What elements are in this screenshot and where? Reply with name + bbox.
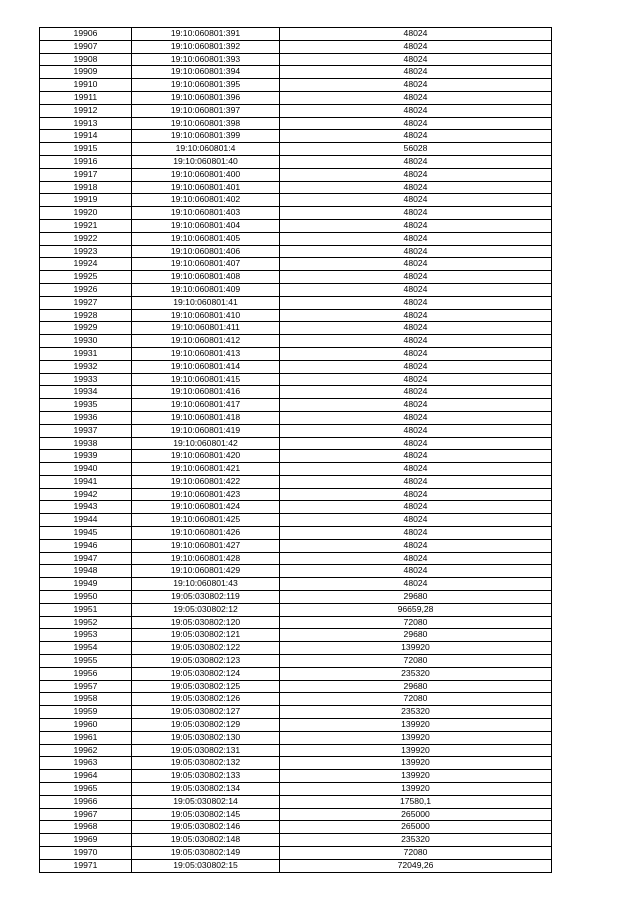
value-cell: 139920: [280, 757, 552, 770]
row-number-cell: 19962: [40, 744, 132, 757]
cadastral-number-cell: 19:05:030802:130: [132, 731, 280, 744]
cadastral-number-cell: 19:10:060801:400: [132, 168, 280, 181]
value-cell: 29680: [280, 629, 552, 642]
value-cell: 72049,26: [280, 859, 552, 872]
table-row: [40, 104, 552, 117]
table-row: [40, 79, 552, 92]
row-number-cell: 19911: [40, 91, 132, 104]
row-number-cell: 19942: [40, 488, 132, 501]
cadastral-number-cell: 19:05:030802:122: [132, 642, 280, 655]
row-number-cell: 19971: [40, 859, 132, 872]
table-row: [40, 194, 552, 207]
row-number-cell: 19954: [40, 642, 132, 655]
row-number-cell: 19947: [40, 552, 132, 565]
cadastral-number-cell: 19:05:030802:129: [132, 719, 280, 732]
cadastral-number-cell: 19:10:060801:414: [132, 360, 280, 373]
table-row: [40, 168, 552, 181]
row-number-cell: 19915: [40, 143, 132, 156]
row-number-cell: 19961: [40, 731, 132, 744]
table-row: [40, 514, 552, 527]
row-number-cell: 19930: [40, 335, 132, 348]
row-number-cell: 19914: [40, 130, 132, 143]
value-cell: 48024: [280, 475, 552, 488]
table-row: [40, 539, 552, 552]
row-number-cell: 19952: [40, 616, 132, 629]
table-row: [40, 258, 552, 271]
row-number-cell: 19916: [40, 155, 132, 168]
table-row: [40, 834, 552, 847]
value-cell: 48024: [280, 347, 552, 360]
cadastral-number-cell: 19:10:060801:397: [132, 104, 280, 117]
value-cell: 235320: [280, 667, 552, 680]
row-number-cell: 19934: [40, 386, 132, 399]
table-row: [40, 475, 552, 488]
value-cell: 96659,28: [280, 603, 552, 616]
row-number-cell: 19908: [40, 53, 132, 66]
table-row: [40, 527, 552, 540]
cadastral-number-cell: 19:05:030802:133: [132, 770, 280, 783]
row-number-cell: 19951: [40, 603, 132, 616]
table-row: [40, 821, 552, 834]
value-cell: 48024: [280, 53, 552, 66]
cadastral-number-cell: 19:05:030802:14: [132, 795, 280, 808]
value-cell: 72080: [280, 693, 552, 706]
table-row: [40, 565, 552, 578]
table-row: [40, 693, 552, 706]
value-cell: 48024: [280, 399, 552, 412]
value-cell: 265000: [280, 821, 552, 834]
row-number-cell: 19950: [40, 591, 132, 604]
value-cell: 48024: [280, 386, 552, 399]
table-row: [40, 591, 552, 604]
row-number-cell: 19906: [40, 28, 132, 41]
row-number-cell: 19943: [40, 501, 132, 514]
value-cell: 48024: [280, 91, 552, 104]
cadastral-number-cell: 19:05:030802:125: [132, 680, 280, 693]
table-row: [40, 28, 552, 41]
value-cell: 48024: [280, 130, 552, 143]
row-number-cell: 19929: [40, 322, 132, 335]
cadastral-number-cell: 19:10:060801:417: [132, 399, 280, 412]
row-number-cell: 19920: [40, 207, 132, 220]
row-number-cell: 19909: [40, 66, 132, 79]
table-row: [40, 411, 552, 424]
cadastral-number-cell: 19:10:060801:4: [132, 143, 280, 156]
value-cell: 29680: [280, 591, 552, 604]
table-row: [40, 130, 552, 143]
value-cell: 48024: [280, 565, 552, 578]
value-cell: 48024: [280, 309, 552, 322]
row-number-cell: 19938: [40, 437, 132, 450]
cadastral-number-cell: 19:10:060801:425: [132, 514, 280, 527]
cadastral-number-cell: 19:10:060801:421: [132, 463, 280, 476]
value-cell: 139920: [280, 744, 552, 757]
value-cell: 72080: [280, 616, 552, 629]
table-row: [40, 207, 552, 220]
cadastral-number-cell: 19:10:060801:408: [132, 271, 280, 284]
cadastral-number-cell: 19:05:030802:146: [132, 821, 280, 834]
cadastral-number-cell: 19:05:030802:12: [132, 603, 280, 616]
cadastral-number-cell: 19:10:060801:422: [132, 475, 280, 488]
row-number-cell: 19959: [40, 706, 132, 719]
cadastral-number-cell: 19:10:060801:426: [132, 527, 280, 540]
value-cell: 48024: [280, 104, 552, 117]
row-number-cell: 19957: [40, 680, 132, 693]
cadastral-number-cell: 19:10:060801:396: [132, 91, 280, 104]
table-row: [40, 347, 552, 360]
row-number-cell: 19921: [40, 219, 132, 232]
value-cell: 48024: [280, 168, 552, 181]
registry-table-body: [40, 28, 552, 873]
value-cell: 48024: [280, 155, 552, 168]
row-number-cell: 19925: [40, 271, 132, 284]
row-number-cell: 19913: [40, 117, 132, 130]
table-row: [40, 770, 552, 783]
value-cell: 48024: [280, 296, 552, 309]
value-cell: 48024: [280, 501, 552, 514]
table-row: [40, 731, 552, 744]
cadastral-number-cell: 19:10:060801:40: [132, 155, 280, 168]
cadastral-number-cell: 19:10:060801:392: [132, 40, 280, 53]
cadastral-number-cell: 19:10:060801:427: [132, 539, 280, 552]
value-cell: 48024: [280, 283, 552, 296]
row-number-cell: 19919: [40, 194, 132, 207]
table-row: [40, 245, 552, 258]
registry-table: [39, 27, 552, 873]
value-cell: 48024: [280, 578, 552, 591]
row-number-cell: 19935: [40, 399, 132, 412]
cadastral-number-cell: 19:05:030802:145: [132, 808, 280, 821]
cadastral-number-cell: 19:10:060801:43: [132, 578, 280, 591]
table-row: [40, 488, 552, 501]
cadastral-number-cell: 19:05:030802:131: [132, 744, 280, 757]
table-row: [40, 667, 552, 680]
value-cell: 48024: [280, 527, 552, 540]
registry-sheet: [39, 27, 552, 873]
cadastral-number-cell: 19:05:030802:148: [132, 834, 280, 847]
row-number-cell: 19949: [40, 578, 132, 591]
table-row: [40, 629, 552, 642]
value-cell: 48024: [280, 360, 552, 373]
cadastral-number-cell: 19:10:060801:393: [132, 53, 280, 66]
table-row: [40, 808, 552, 821]
value-cell: 48024: [280, 79, 552, 92]
row-number-cell: 19918: [40, 181, 132, 194]
table-row: [40, 706, 552, 719]
table-row: [40, 603, 552, 616]
cadastral-number-cell: 19:05:030802:134: [132, 783, 280, 796]
row-number-cell: 19970: [40, 847, 132, 860]
row-number-cell: 19969: [40, 834, 132, 847]
row-number-cell: 19907: [40, 40, 132, 53]
cadastral-number-cell: 19:10:060801:416: [132, 386, 280, 399]
table-row: [40, 155, 552, 168]
row-number-cell: 19946: [40, 539, 132, 552]
value-cell: 48024: [280, 219, 552, 232]
row-number-cell: 19963: [40, 757, 132, 770]
table-row: [40, 219, 552, 232]
row-number-cell: 19967: [40, 808, 132, 821]
table-row: [40, 655, 552, 668]
table-row: [40, 322, 552, 335]
row-number-cell: 19936: [40, 411, 132, 424]
table-row: [40, 616, 552, 629]
cadastral-number-cell: 19:05:030802:121: [132, 629, 280, 642]
row-number-cell: 19964: [40, 770, 132, 783]
cadastral-number-cell: 19:10:060801:428: [132, 552, 280, 565]
cadastral-number-cell: 19:10:060801:391: [132, 28, 280, 41]
cadastral-number-cell: 19:10:060801:419: [132, 424, 280, 437]
value-cell: 56028: [280, 143, 552, 156]
row-number-cell: 19960: [40, 719, 132, 732]
table-row: [40, 642, 552, 655]
row-number-cell: 19923: [40, 245, 132, 258]
table-row: [40, 309, 552, 322]
table-row: [40, 783, 552, 796]
cadastral-number-cell: 19:05:030802:123: [132, 655, 280, 668]
cadastral-number-cell: 19:10:060801:415: [132, 373, 280, 386]
row-number-cell: 19931: [40, 347, 132, 360]
row-number-cell: 19939: [40, 450, 132, 463]
cadastral-number-cell: 19:10:060801:412: [132, 335, 280, 348]
cadastral-number-cell: 19:10:060801:418: [132, 411, 280, 424]
value-cell: 48024: [280, 232, 552, 245]
cadastral-number-cell: 19:05:030802:124: [132, 667, 280, 680]
cadastral-number-cell: 19:10:060801:406: [132, 245, 280, 258]
row-number-cell: 19912: [40, 104, 132, 117]
cadastral-number-cell: 19:10:060801:404: [132, 219, 280, 232]
value-cell: 48024: [280, 245, 552, 258]
table-row: [40, 181, 552, 194]
cadastral-number-cell: 19:10:060801:42: [132, 437, 280, 450]
value-cell: 48024: [280, 437, 552, 450]
value-cell: 235320: [280, 834, 552, 847]
cadastral-number-cell: 19:10:060801:395: [132, 79, 280, 92]
value-cell: 48024: [280, 258, 552, 271]
value-cell: 139920: [280, 783, 552, 796]
row-number-cell: 19940: [40, 463, 132, 476]
cadastral-number-cell: 19:05:030802:149: [132, 847, 280, 860]
value-cell: 48024: [280, 40, 552, 53]
table-row: [40, 373, 552, 386]
value-cell: 48024: [280, 424, 552, 437]
cadastral-number-cell: 19:05:030802:119: [132, 591, 280, 604]
cadastral-number-cell: 19:10:060801:413: [132, 347, 280, 360]
row-number-cell: 19941: [40, 475, 132, 488]
table-row: [40, 117, 552, 130]
row-number-cell: 19917: [40, 168, 132, 181]
cadastral-number-cell: 19:10:060801:405: [132, 232, 280, 245]
table-row: [40, 271, 552, 284]
value-cell: 48024: [280, 514, 552, 527]
row-number-cell: 19937: [40, 424, 132, 437]
row-number-cell: 19968: [40, 821, 132, 834]
cadastral-number-cell: 19:05:030802:126: [132, 693, 280, 706]
table-row: [40, 552, 552, 565]
value-cell: 48024: [280, 373, 552, 386]
row-number-cell: 19958: [40, 693, 132, 706]
table-row: [40, 232, 552, 245]
table-row: [40, 143, 552, 156]
value-cell: 48024: [280, 322, 552, 335]
row-number-cell: 19933: [40, 373, 132, 386]
table-row: [40, 437, 552, 450]
cadastral-number-cell: 19:10:060801:407: [132, 258, 280, 271]
cadastral-number-cell: 19:10:060801:401: [132, 181, 280, 194]
row-number-cell: 19910: [40, 79, 132, 92]
value-cell: 139920: [280, 770, 552, 783]
row-number-cell: 19926: [40, 283, 132, 296]
value-cell: 48024: [280, 181, 552, 194]
row-number-cell: 19944: [40, 514, 132, 527]
cadastral-number-cell: 19:10:060801:429: [132, 565, 280, 578]
value-cell: 48024: [280, 207, 552, 220]
value-cell: 48024: [280, 539, 552, 552]
cadastral-number-cell: 19:10:060801:410: [132, 309, 280, 322]
table-row: [40, 386, 552, 399]
row-number-cell: 19956: [40, 667, 132, 680]
value-cell: 235320: [280, 706, 552, 719]
table-row: [40, 744, 552, 757]
row-number-cell: 19924: [40, 258, 132, 271]
row-number-cell: 19955: [40, 655, 132, 668]
cadastral-number-cell: 19:10:060801:399: [132, 130, 280, 143]
table-row: [40, 53, 552, 66]
row-number-cell: 19948: [40, 565, 132, 578]
table-row: [40, 795, 552, 808]
table-row: [40, 719, 552, 732]
row-number-cell: 19922: [40, 232, 132, 245]
value-cell: 17580,1: [280, 795, 552, 808]
cadastral-number-cell: 19:05:030802:15: [132, 859, 280, 872]
table-row: [40, 847, 552, 860]
row-number-cell: 19932: [40, 360, 132, 373]
table-row: [40, 399, 552, 412]
value-cell: 48024: [280, 194, 552, 207]
table-row: [40, 335, 552, 348]
value-cell: 48024: [280, 335, 552, 348]
table-row: [40, 360, 552, 373]
table-row: [40, 501, 552, 514]
table-row: [40, 424, 552, 437]
value-cell: 48024: [280, 488, 552, 501]
value-cell: 29680: [280, 680, 552, 693]
cadastral-number-cell: 19:10:060801:420: [132, 450, 280, 463]
value-cell: 48024: [280, 28, 552, 41]
value-cell: 72080: [280, 655, 552, 668]
cadastral-number-cell: 19:10:060801:403: [132, 207, 280, 220]
value-cell: 48024: [280, 117, 552, 130]
cadastral-number-cell: 19:10:060801:398: [132, 117, 280, 130]
row-number-cell: 19965: [40, 783, 132, 796]
cadastral-number-cell: 19:05:030802:132: [132, 757, 280, 770]
cadastral-number-cell: 19:10:060801:409: [132, 283, 280, 296]
table-row: [40, 91, 552, 104]
table-row: [40, 450, 552, 463]
value-cell: 139920: [280, 731, 552, 744]
table-row: [40, 463, 552, 476]
value-cell: 139920: [280, 642, 552, 655]
row-number-cell: 19966: [40, 795, 132, 808]
table-row: [40, 66, 552, 79]
table-row: [40, 296, 552, 309]
value-cell: 48024: [280, 411, 552, 424]
value-cell: 48024: [280, 271, 552, 284]
row-number-cell: 19927: [40, 296, 132, 309]
table-row: [40, 757, 552, 770]
table-row: [40, 680, 552, 693]
cadastral-number-cell: 19:10:060801:424: [132, 501, 280, 514]
cadastral-number-cell: 19:05:030802:127: [132, 706, 280, 719]
table-row: [40, 40, 552, 53]
value-cell: 48024: [280, 66, 552, 79]
row-number-cell: 19928: [40, 309, 132, 322]
value-cell: 72080: [280, 847, 552, 860]
cadastral-number-cell: 19:10:060801:402: [132, 194, 280, 207]
cadastral-number-cell: 19:10:060801:41: [132, 296, 280, 309]
cadastral-number-cell: 19:05:030802:120: [132, 616, 280, 629]
table-row: [40, 578, 552, 591]
table-row: [40, 859, 552, 872]
value-cell: 265000: [280, 808, 552, 821]
row-number-cell: 19953: [40, 629, 132, 642]
row-number-cell: 19945: [40, 527, 132, 540]
value-cell: 48024: [280, 463, 552, 476]
value-cell: 139920: [280, 719, 552, 732]
cadastral-number-cell: 19:10:060801:423: [132, 488, 280, 501]
cadastral-number-cell: 19:10:060801:411: [132, 322, 280, 335]
cadastral-number-cell: 19:10:060801:394: [132, 66, 280, 79]
value-cell: 48024: [280, 450, 552, 463]
value-cell: 48024: [280, 552, 552, 565]
table-row: [40, 283, 552, 296]
